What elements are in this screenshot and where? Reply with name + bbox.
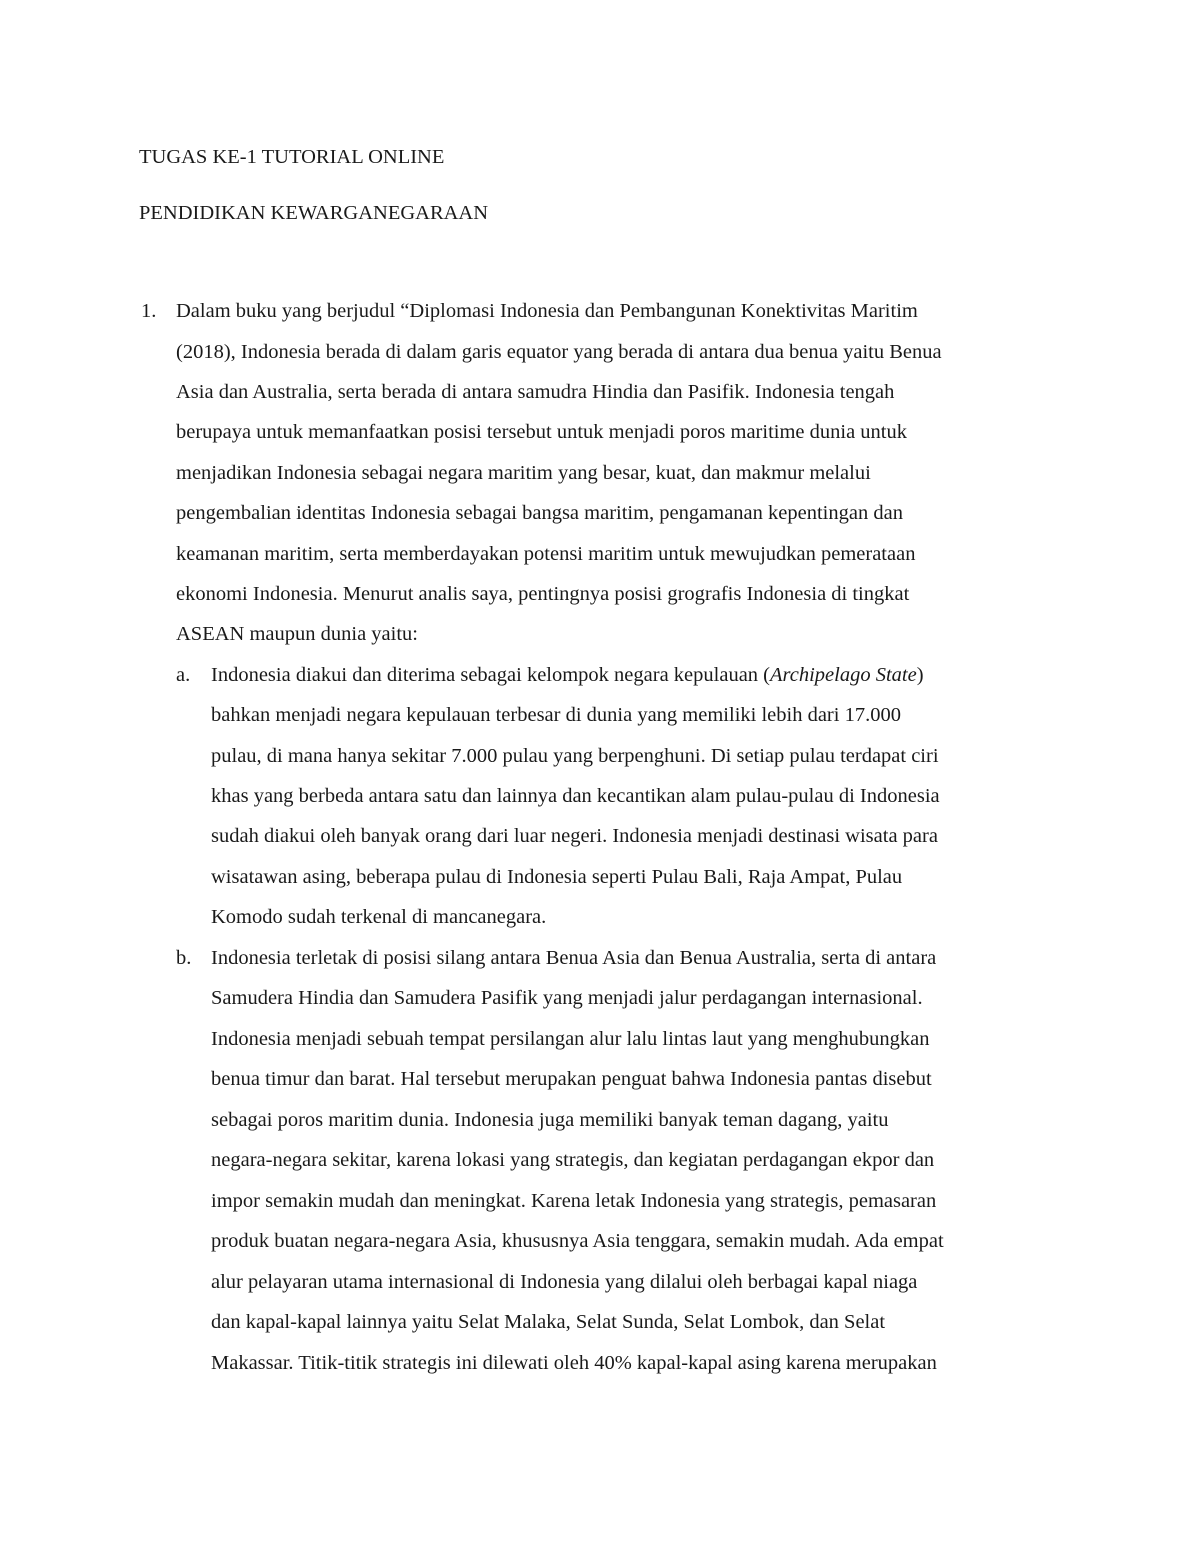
item-a-line: khas yang berbeda antara satu dan lainnya dan kecantikan alam pulau-pulau di Indonesia [211, 785, 940, 807]
question-line: Asia dan Australia, serta berada di antara samudra Hindia dan Pasifik. Indonesia tengah [176, 381, 895, 403]
item-a-line: Komodo sudah terkenal di mancanegara. [211, 906, 547, 928]
document-title: TUGAS KE-1 TUTORIAL ONLINE [139, 146, 445, 168]
item-b-line: Indonesia terletak di posisi silang antara Benua Asia dan Benua Australia, serta di antara [211, 947, 937, 969]
question-line: (2018), Indonesia berada di dalam garis equator yang berada di antara dua benua yaitu Benua [176, 341, 942, 363]
question-line: ekonomi Indonesia. Menurut analis saya, pentingnya posisi grografis Indonesia di tingkat [176, 583, 910, 605]
item-a-line: bahkan menjadi negara kepulauan terbesar di dunia yang memiliki lebih dari 17.000 [211, 704, 901, 726]
item-a-marker: a. [176, 664, 191, 686]
question-number: 1. [141, 300, 157, 322]
item-a-line [211, 661, 924, 689]
item-b-line: Samudera Hindia dan Samudera Pasifik yang menjadi jalur perdagangan internasional. [211, 987, 923, 1009]
item-b-line: alur pelayaran utama internasional di Indonesia yang dilalui oleh berbagai kapal niaga [211, 1271, 918, 1293]
item-a-line: sudah diakui oleh banyak orang dari luar negeri. Indonesia menjadi destinasi wisata para [211, 825, 938, 847]
item-a-italic-term: Archipelago State [770, 664, 917, 686]
item-b-line: Makassar. Titik-titik strategis ini dilewati oleh 40% kapal-kapal asing karena merupakan [211, 1352, 937, 1374]
question-line: berupaya untuk memanfaatkan posisi tersebut untuk menjadi poros maritime dunia untuk [176, 421, 907, 443]
question-line: pengembalian identitas Indonesia sebagai bangsa maritim, pengamanan kepentingan dan [176, 502, 903, 524]
item-b-line: sebagai poros maritim dunia. Indonesia juga memiliki banyak teman dagang, yaitu [211, 1109, 889, 1131]
question-line: ASEAN maupun dunia yaitu: [176, 623, 418, 645]
item-b-line: Indonesia menjadi sebuah tempat persilangan alur lalu lintas laut yang menghubungkan [211, 1028, 930, 1050]
item-b-line: negara-negara sekitar, karena lokasi yang strategis, dan kegiatan perdagangan ekpor dan [211, 1149, 935, 1171]
item-a-text-post: ) [916, 664, 924, 686]
item-b-marker: b. [176, 947, 192, 969]
item-b-line: benua timur dan barat. Hal tersebut merupakan penguat bahwa Indonesia pantas disebut [211, 1068, 932, 1090]
item-b-line: produk buatan negara-negara Asia, khususnya Asia tenggara, semakin mudah. Ada empat [211, 1230, 944, 1252]
item-a-line: pulau, di mana hanya sekitar 7.000 pulau yang berpenghuni. Di setiap pulau terdapat ciri [211, 745, 939, 767]
document-subtitle: PENDIDIKAN KEWARGANEGARAAN [139, 202, 489, 224]
item-b-line: dan kapal-kapal lainnya yaitu Selat Malaka, Selat Sunda, Selat Lombok, dan Selat [211, 1311, 886, 1333]
item-a-line: wisatawan asing, beberapa pulau di Indonesia seperti Pulau Bali, Raja Ampat, Pulau [211, 866, 903, 888]
question-line: menjadikan Indonesia sebagai negara maritim yang besar, kuat, dan makmur melalui [176, 462, 871, 484]
item-a-text-pre: Indonesia diakui dan diterima sebagai kelompok negara kepulauan ( [211, 664, 770, 686]
question-line: Dalam buku yang berjudul “Diplomasi Indonesia dan Pembangunan Konektivitas Maritim [176, 300, 918, 322]
question-line: keamanan maritim, serta memberdayakan potensi maritim untuk mewujudkan pemerataan [176, 543, 916, 565]
item-b-line: impor semakin mudah dan meningkat. Karena letak Indonesia yang strategis, pemasaran [211, 1190, 937, 1212]
